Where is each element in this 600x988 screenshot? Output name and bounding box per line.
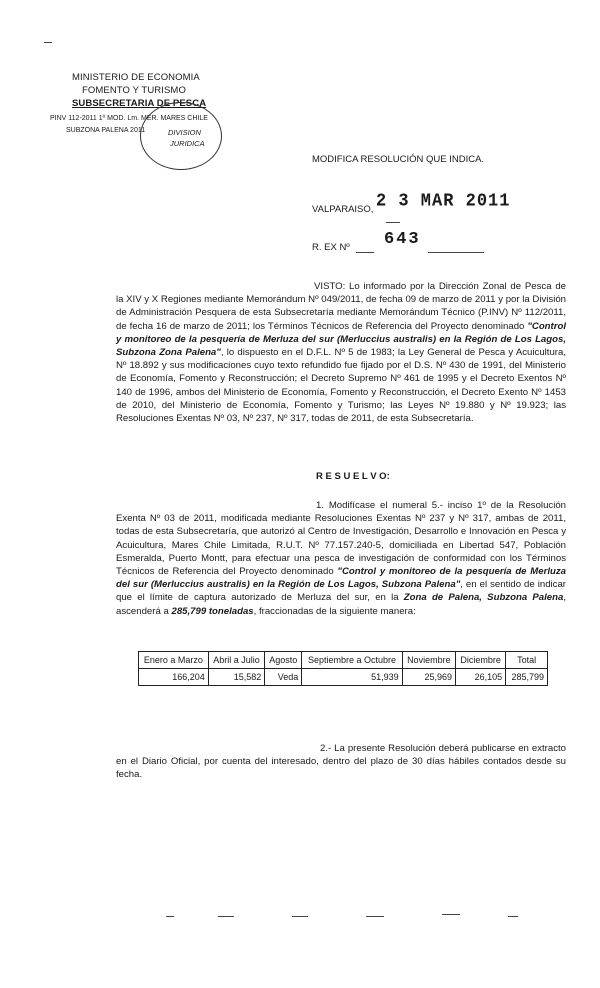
item-1-text-a: 1. Modifícase el numeral 5.- inciso 1º de la Resolución Exenta Nº 03 de 2011, modificada mediante Resoluciones Exentas Nº 237 y Nº 317, ambas de 2011, todas de esta Subsecretaría, que autorizó al Centro de Investigación, Desarrollo e Innovación en Pesca y Acuicultura, Mares Chile Limitada, R.U.T. Nº 77.157.240-5, domiciliada en Libertad 547, Población Esmeralda, Puerto Montt, para efectuar una pesca de investigación de conformidad con los Términos Técnicos de Referencia del Proyecto denominado xyxy=(116,500,566,578)
table-header-cell: Noviembre xyxy=(402,652,455,669)
rex-dash-1 xyxy=(356,252,374,253)
date-underline xyxy=(386,222,400,223)
item-2-paragraph: 2.- La presente Resolución deberá publicarse en extracto en el Diario Oficial, por cuenta del interesado, dentro del plazo de 30 días hábiles contados desde su fecha. xyxy=(116,743,566,781)
table-cell: Veda xyxy=(265,669,302,686)
stamp-line-1: DIVISION xyxy=(168,128,201,137)
table-header-cell: Abril a Julio xyxy=(208,652,265,669)
item-1-paragraph xyxy=(116,499,566,618)
table-header-cell: Diciembre xyxy=(456,652,506,669)
item-1-text-c: , ascenderá a xyxy=(116,592,566,617)
table-row xyxy=(139,669,548,686)
visto-project-name: "Control y monitoreo de la pesquería de Merluza del sur (Merluccius australis) en la Región de Los Lagos, Subzona Zona Palena" xyxy=(116,320,566,359)
item-1-zone: Zona de Palena, Subzona Palena xyxy=(403,592,564,604)
rex-number: 643 xyxy=(384,230,421,249)
ministry-name: MINISTERIO DE ECONOMIA xyxy=(72,72,200,83)
resuelvo-heading: R E S U E L V O: xyxy=(316,471,390,482)
handwritten-date: 2 3 MAR 2011 xyxy=(376,191,511,212)
project-subzone: SUBZONA PALENA 2011 xyxy=(66,127,146,134)
visto-rest: , lo dispuesto en el D.F.L. Nº 5 de 1983; la Ley General de Pesca y Acuicultura, Nº 18.892 y sus modificaciones cuyo texto refundido fue fijado por el D.S. Nº 430 de 1991, del Ministerio de Economía, Fomento y Reconstrucción; el Decreto Supremo Nº 461 de 1995 y el Decreto Exentos Nº 140 de 1996, ambos del Ministerio de Economía, Fomento y Reconstrucción, el Decreto Exento Nº 1453 de 2010, del Ministerio de Economía, Fomento y Turismo; las Leyes Nº 19.880 y Nº 19.923; las Resoluciones Exentas Nº 03, Nº 237, Nº 317, todas de 2011, de esta Subsecretaría. xyxy=(116,347,566,425)
item-1-text-b: , en el sentido de indicar que el límite de captura autorizado de Merluza del sur, en la xyxy=(116,579,566,604)
visto-paragraph xyxy=(116,280,566,425)
table-header-cell: Agosto xyxy=(265,652,302,669)
item-1-tons: 285,799 toneladas xyxy=(171,605,254,617)
table-cell: 25,969 xyxy=(402,669,455,686)
footer-dash xyxy=(442,914,460,915)
table-header-cell: Septiembre a Octubre xyxy=(302,652,402,669)
visto-text: VISTO: Lo informado por la Dirección Zonal de Pesca de la XIV y X Regiones mediante Memorándum Nº 049/2011, de fecha 09 de marzo de 2011 y por la División de Administración Pesquera de esta Subsecretaría mediante Memorándum Técnico (P.INV) Nº 112/2011, de fecha 16 de marzo de 2011; los Términos Técnicos de Referencia del Proyecto denominado xyxy=(116,281,566,332)
table-cell: 166,204 xyxy=(139,669,209,686)
footer-dash xyxy=(166,916,174,917)
table-header-row xyxy=(139,652,548,669)
corner-mark xyxy=(44,42,52,43)
capture-distribution-table xyxy=(138,651,548,686)
footer-dash xyxy=(218,916,234,917)
table-cell: 26,105 xyxy=(456,669,506,686)
rex-label: R. EX Nº xyxy=(312,242,350,253)
item-1-text-d: , fraccionadas de la siguiente manera: xyxy=(253,605,416,617)
item-1-project-name: "Control y monitoreo de la pesquería de Merluza del sur (Merluccius australis) en la Región de Los Lagos, Subzona Palena" xyxy=(116,566,566,591)
stamp-line-2: JURIDICA xyxy=(170,139,205,148)
footer-dash xyxy=(508,916,518,917)
place-label: VALPARAISO, xyxy=(312,204,374,215)
table-cell: 15,582 xyxy=(208,669,265,686)
ministry-subname: FOMENTO Y TURISMO xyxy=(82,85,186,96)
table-header-cell: Total xyxy=(506,652,548,669)
footer-dash xyxy=(292,916,308,917)
table-cell: 285,799 xyxy=(506,669,548,686)
footer-dash xyxy=(366,916,384,917)
table-cell: 51,939 xyxy=(302,669,402,686)
subsecretaria-name: SUBSECRETARIA DE PESCA xyxy=(72,98,207,109)
rex-dash-2 xyxy=(428,252,484,253)
table-header-cell: Enero a Marzo xyxy=(139,652,209,669)
project-code: PINV 112-2011 1º MOD. Lm. MER. MARES CHILE xyxy=(50,115,208,122)
document-subject: MODIFICA RESOLUCIÓN QUE INDICA. xyxy=(312,154,485,165)
